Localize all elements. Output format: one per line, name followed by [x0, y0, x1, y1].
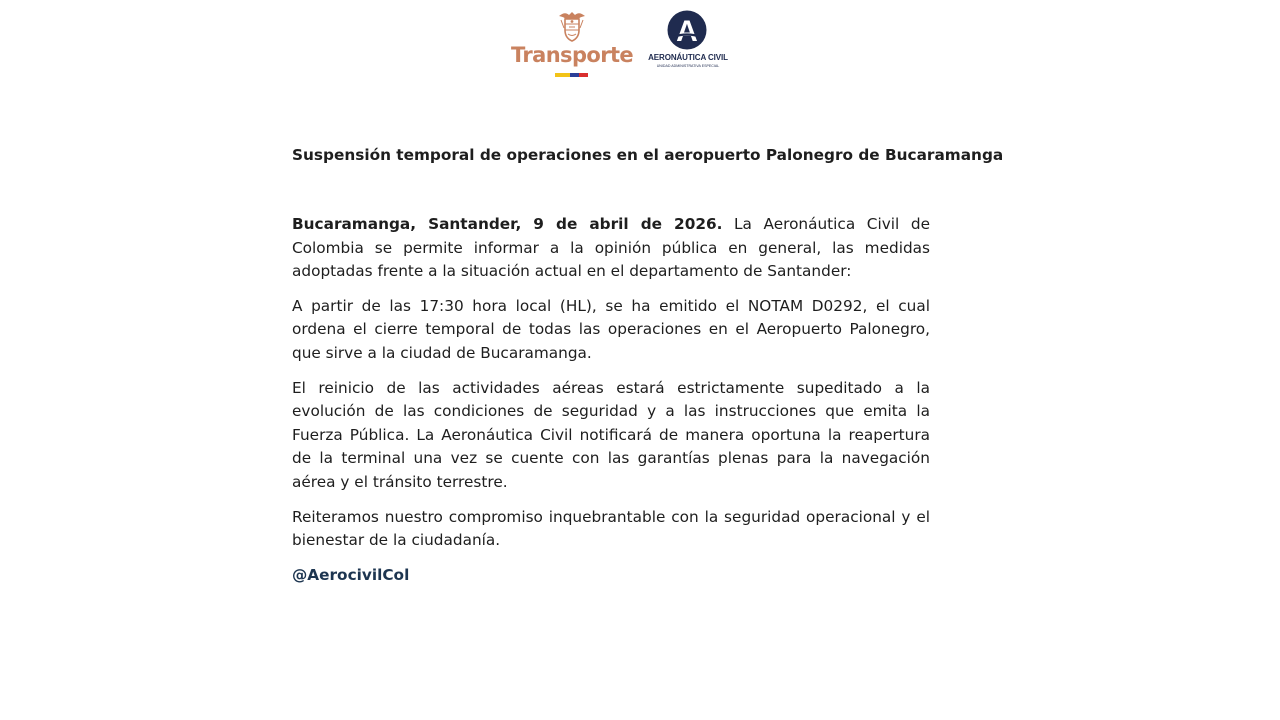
aeronautica-civil-emblem-icon: [667, 10, 707, 50]
aeronautica-logo-name: AERONÁUTICA CIVIL: [648, 53, 728, 62]
paragraph-reopening: El reinicio de las actividades aéreas estará estrictamente supeditado a la evolución de las condiciones de seguridad y a las instrucciones que emita la Fuerza Pública. La Aeronáutica Civil notificará de manera oportuna la reapertura de la terminal una vez se cuente con las garantías plenas para la navegación aérea y el tránsito terrestre.: [292, 378, 930, 491]
social-handle[interactable]: @AerocivilCol: [292, 565, 410, 584]
aeronautica-logo-subtitle: UNIDAD ADMINISTRATIVA ESPECIAL: [656, 64, 720, 68]
document-title: Suspensión temporal de operaciones en el aeropuerto Palonegro de Bucaramanga: [292, 146, 1004, 164]
aeronautica-civil-logo: [644, 8, 732, 78]
paragraph-intro-text: La Aeronáutica Civil de Colombia se permite informar a la opinión pública en general, las medidas adoptadas frente a la situación actual en el departamento de Santander:: [292, 215, 930, 281]
dateline: Bucaramanga, Santander, 9 de abril de 2026.: [292, 215, 723, 233]
press-release: [292, 144, 1004, 587]
coat-of-arms-icon: [556, 8, 588, 44]
transporte-logo-text: Transporte: [510, 43, 634, 67]
paragraph-notam: A partir de las 17:30 hora local (HL), se ha emitido el NOTAM D0292, el cual ordena el cierre temporal de todas las operaciones en el Aeropuerto Palonegro, que sirve a la ciudad de Bucaramanga.: [292, 296, 930, 362]
paragraph-commitment: Reiteramos nuestro compromiso inquebrantable con la seguridad operacional y el bienestar de la ciudadanía.: [292, 507, 930, 550]
paragraph-intro: [292, 213, 930, 284]
colombia-flag-strip: [555, 73, 588, 77]
transporte-logo: [510, 6, 634, 82]
header-logos: [0, 6, 1280, 86]
aeronautica-logo-letter: A: [676, 15, 698, 48]
